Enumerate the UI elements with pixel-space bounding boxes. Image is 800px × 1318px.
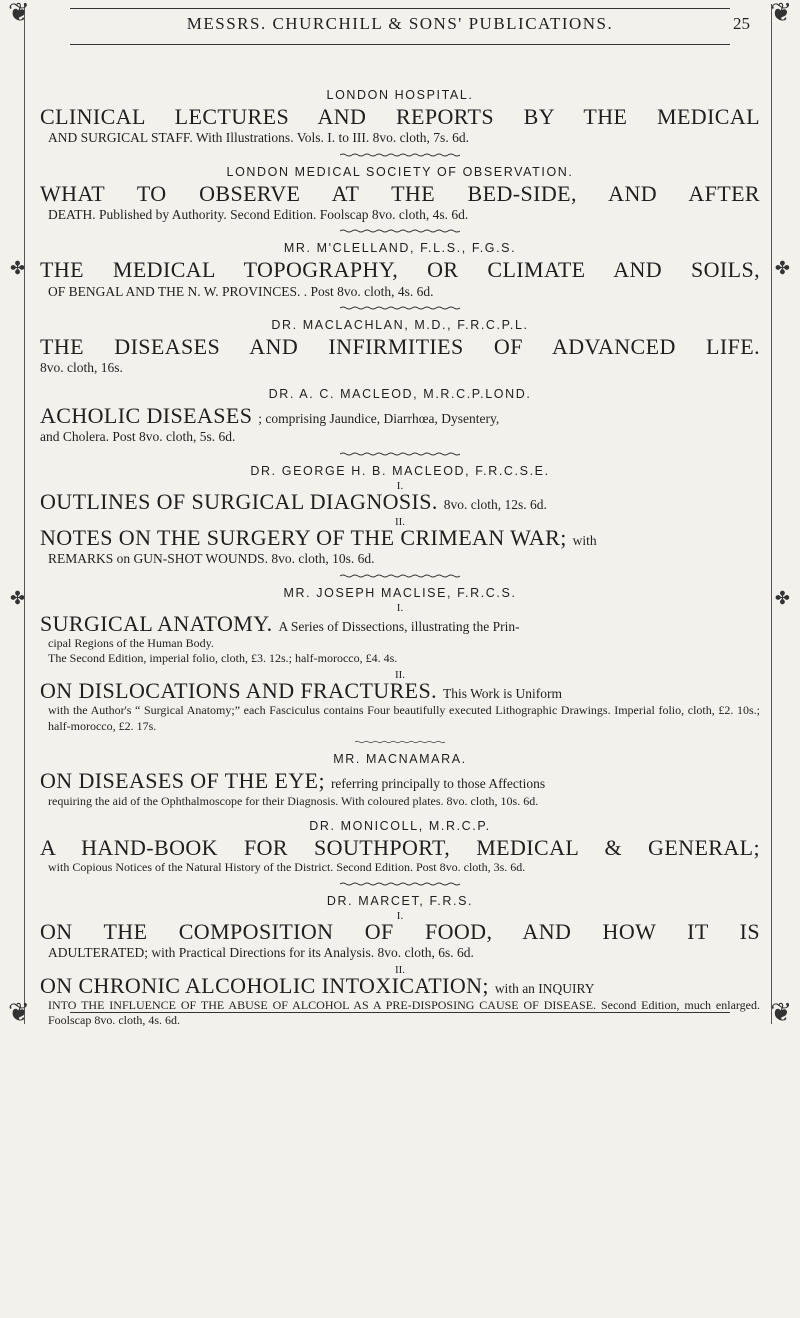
book-title: ON THE COMPOSITION OF FOOD, AND HOW IT IS: [40, 918, 760, 944]
book-title: A HAND-BOOK FOR SOUTHPORT, MEDICAL & GENERAL;: [40, 835, 760, 861]
book-details: INTO THE INFLUENCE OF THE ABUSE OF ALCOHOL AS A PRE-DISPOSING CAUSE OF DISEASE. Second Edition, much enlarged. Foolscap 8vo. cloth, 4s. 6d.: [48, 997, 760, 1028]
volume-numeral: I.: [396, 479, 404, 492]
book-details: DEATH. Published by Authority. Second Edition. Foolscap 8vo. cloth, 4s. 6d.: [48, 206, 469, 222]
author-heading: DR. MACLACHLAN, M.D., F.R.C.P.L.: [271, 318, 529, 333]
side-ornament-left-2: ✤: [10, 588, 26, 609]
wavy-divider: [340, 574, 460, 578]
author-heading: DR. A. C. MACLEOD, M.R.C.P.LOND.: [268, 386, 532, 401]
author-heading: MR. JOSEPH MACLISE, F.R.C.S.: [283, 585, 517, 600]
entry-london-hospital: [40, 88, 760, 157]
volume-numeral: II.: [394, 963, 406, 976]
author-heading: MR. MACNAMARA.: [333, 752, 467, 767]
entry-london-medical-society: [40, 165, 760, 234]
wavy-divider: [355, 740, 445, 744]
book-details: ADULTERATED; with Practical Directions for its Analysis. 8vo. cloth, 6s. 6d.: [48, 945, 474, 961]
top-rule: [70, 8, 730, 9]
book-title: ON DISLOCATIONS AND FRACTURES.: [40, 677, 438, 703]
volume-numeral: II.: [394, 515, 406, 528]
entry-macnamara: [40, 752, 760, 809]
entry-george-macleod: [40, 464, 760, 578]
book-details-text: 8vo. cloth, 16s.: [40, 360, 123, 376]
corner-ornament-bottom-left: ❦: [8, 998, 30, 1028]
book-inline-details: 8vo. cloth, 12s. 6d.: [443, 496, 547, 512]
wavy-divider: [340, 882, 460, 886]
book-title: ACHOLIC DISEASES: [40, 402, 253, 428]
book-title-line: [40, 526, 760, 550]
book-title-line: [40, 679, 760, 703]
book-inline-details: with an INQUIRY: [494, 980, 595, 996]
author-heading: LONDON HOSPITAL.: [326, 88, 474, 102]
entry-monicoll: [40, 819, 760, 886]
book-inline-details: referring principally to those Affections: [330, 776, 546, 792]
book-title-line: [40, 769, 760, 793]
book-details: OF BENGAL AND THE N. W. PROVINCES. . Post 8vo. cloth, 4s. 6d.: [48, 283, 434, 299]
book-title-line: [40, 974, 760, 998]
entry-joseph-maclise: [40, 586, 760, 745]
volume-numeral: I.: [396, 909, 404, 922]
book-details: with Copious Notices of the Natural History of the District. Second Edition. Post 8vo. cloth, 3s. 6d.: [48, 860, 526, 875]
book-inline-details: A Series of Dissections, illustrating the Prin-: [278, 618, 520, 634]
wavy-divider: [340, 306, 460, 310]
running-header: MESSRS. CHURCHILL & SONS' PUBLICATIONS.: [186, 14, 614, 33]
book-details: requiring the aid of the Ophthalmoscope for their Diagnosis. With coloured plates. 8vo. cloth, 10s. 6d.: [48, 793, 539, 808]
author-heading: LONDON MEDICAL SOCIETY OF OBSERVATION.: [226, 164, 574, 179]
entry-mclelland: [40, 241, 760, 310]
book-details: REMARKS on GUN-SHOT WOUNDS. 8vo. cloth, 10s. 6d.: [48, 551, 375, 567]
side-ornament-right: ✤: [774, 258, 790, 279]
book-details: with the Author's “ Surgical Anatomy;” each Fasciculus contains Four beautifully executed Lithographic Drawings. Imperial folio, cloth, £2. 10s.; half-morocco, £2. 17s.: [48, 703, 760, 733]
volume-numeral: II.: [394, 668, 406, 681]
book-title: ON DISEASES OF THE EYE;: [40, 768, 326, 794]
catalogue-entries: [40, 88, 760, 1029]
book-inline-details: This Work is Uniform: [442, 685, 562, 701]
side-ornament-right-2: ✤: [774, 588, 790, 609]
corner-ornament-bottom-right: ❦: [770, 998, 792, 1028]
entry-ac-macleod: [40, 387, 760, 456]
volume-numeral: I.: [396, 601, 404, 614]
book-inline-details: ; comprising Jaundice, Diarrhœa, Dysentery,: [258, 410, 500, 426]
book-details: and Cholera. Post 8vo. cloth, 5s. 6d.: [40, 429, 236, 445]
author-heading: MR. M'CLELLAND, F.L.S., F.G.S.: [283, 241, 517, 256]
book-details: AND SURGICAL STAFF. With Illustrations. Vols. I. to III. 8vo. cloth, 7s. 6d.: [48, 130, 469, 146]
book-title: CLINICAL LECTURES AND REPORTS BY THE MEDICAL: [40, 104, 760, 129]
author-heading: DR. MONICOLL, M.R.C.P.: [309, 819, 491, 834]
side-ornament-left: ✤: [10, 258, 26, 279]
author-heading: DR. GEORGE H. B. MACLEOD, F.R.C.S.E.: [250, 463, 550, 478]
book-edition-details: The Second Edition, imperial folio, cloth, £3. 12s.; half-morocco, £4. 4s.: [48, 651, 398, 666]
page-number: 25: [733, 14, 750, 33]
entry-maclachlan: [40, 318, 760, 377]
book-title: THE DISEASES AND INFIRMITIES OF ADVANCED LIFE.: [40, 334, 760, 360]
book-details: [40, 359, 760, 377]
book-inline-details: with: [572, 532, 597, 548]
book-title: SURGICAL ANATOMY.: [40, 610, 273, 636]
entry-marcet: [40, 894, 760, 1029]
book-title: NOTES ON THE SURGERY OF THE CRIMEAN WAR;: [40, 524, 567, 550]
book-title-line: [40, 404, 760, 428]
wavy-divider: [340, 229, 460, 233]
book-title-line: [40, 612, 760, 636]
book-details: cipal Regions of the Human Body.: [48, 635, 214, 650]
book-title: OUTLINES OF SURGICAL DIAGNOSIS.: [40, 488, 438, 514]
book-title: THE MEDICAL TOPOGRAPHY, OR CLIMATE AND SOILS,: [40, 257, 760, 283]
corner-ornament-top-left: ❦: [8, 0, 30, 28]
header-rule: [70, 44, 730, 45]
book-title: ON CHRONIC ALCOHOLIC INTOXICATION;: [40, 972, 489, 998]
book-title: WHAT TO OBSERVE AT THE BED-SIDE, AND AFTER: [40, 180, 760, 206]
author-heading: DR. MARCET, F.R.S.: [326, 893, 474, 908]
corner-ornament-top-right: ❦: [770, 0, 792, 28]
wavy-divider: [340, 452, 460, 456]
bottom-rule: [70, 1012, 730, 1013]
wavy-divider: [340, 153, 460, 157]
book-title-line: [40, 490, 760, 514]
